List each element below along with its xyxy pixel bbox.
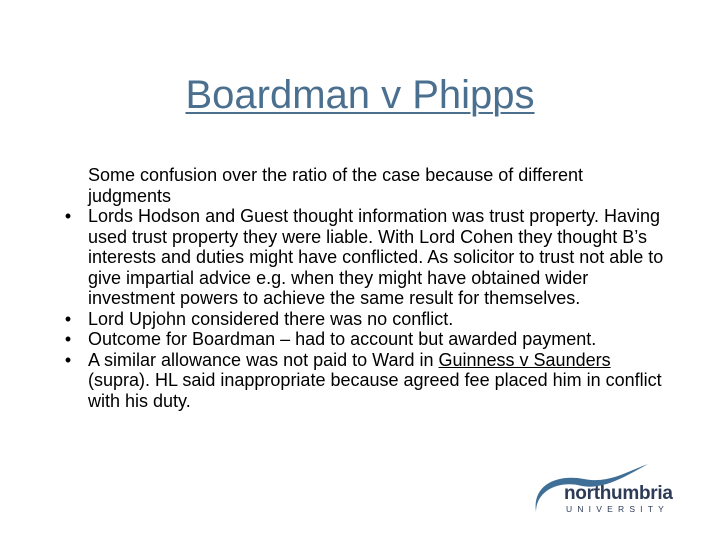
slide-title: Boardman v Phipps [185,73,535,117]
bullet-icon: • [64,308,72,329]
bullet-text: Lords Hodson and Guest thought information was trust property. Having used trust property they were liable. With Lord Cohen they thought B’s interests and duties might have conflicted. As solicitor to trust not able to give impartial advice e.g. when they might have obtained wider investment powers to achieve the same result for themselves. [88,206,664,308]
intro-text: Some confusion over the ratio of the case because of different judgments [88,165,583,206]
bullet-text-before: A similar allowance was not paid to Ward in [88,349,439,370]
bullet-item [56,309,668,330]
bullet-icon: • [64,206,72,226]
university-logo [530,460,680,518]
bullet-text: Outcome for Boardman – had to account but awarded payment. [88,329,597,349]
slide-body [56,165,668,411]
intro-paragraph [56,165,668,206]
bullet-icon: • [64,329,72,349]
bullet-text-after: (supra). HL said inappropriate because agreed fee placed him in conflict with his duty. [88,370,662,411]
bullet-icon: • [64,349,72,370]
case-name-link[interactable]: Guinness v Saunders [438,349,611,370]
bullet-text: Lord Upjohn considered there was no conflict. [88,308,454,329]
bullet-item [56,350,668,412]
bullet-item [56,206,668,309]
bullet-item [56,329,668,350]
logo-name: northumbria [564,483,673,504]
logo-subtitle: UNIVERSITY [566,504,670,514]
